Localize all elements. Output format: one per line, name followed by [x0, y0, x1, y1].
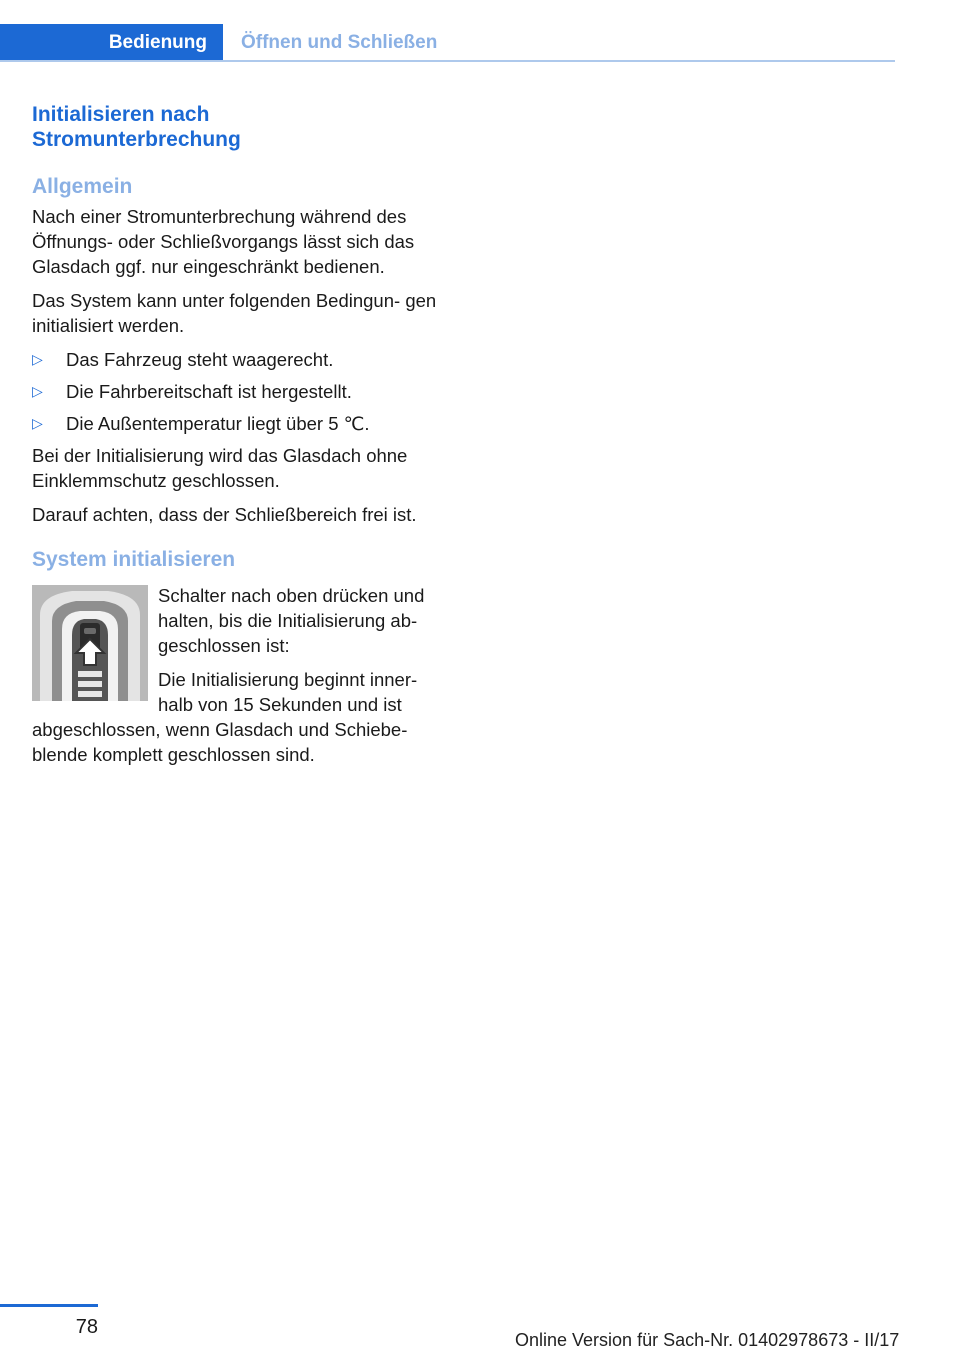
triangle-bullet-icon: ▷ [32, 383, 43, 399]
general-heading: Allgemein [32, 175, 133, 198]
paragraph: Bei der Initialisierung wird das Glasdach ohne Einklemmschutz geschlossen. [32, 445, 408, 491]
page-header [0, 0, 960, 66]
paragraph: Das System kann unter folgenden Bedingun‐ gen initialisiert werden. [32, 290, 437, 336]
paragraph: Nach einer Stromunterbrechung während des Öffnungs- oder Schließvorgangs lässt sich das Glasdach ggf. nur eingeschränkt bedienen. [32, 206, 415, 277]
conditions-list [32, 347, 452, 436]
paragraph: Schalter nach oben drücken und halten, bis die Initialisierung ab‐ geschlossen ist: [158, 585, 425, 656]
header-divider [0, 60, 895, 62]
list-item: ▷ Die Fahrbereitschaft ist hergestellt. [32, 381, 352, 402]
main-content [32, 102, 452, 776]
section-title: Initialisieren nach Stromunterbrechung [32, 103, 241, 151]
page-number: 78 [75, 1316, 98, 1338]
triangle-bullet-icon: ▷ [32, 415, 43, 431]
system-heading: System initialisieren [32, 548, 236, 571]
list-item: ▷ Das Fahrzeug steht waagerecht. [32, 349, 334, 370]
section-tab: Öffnen und Schließen [241, 32, 438, 53]
online-version-note: Online Version für Sach-Nr. 01402978673 - II/17 [515, 1330, 900, 1350]
sunroof-switch-illustration [32, 585, 148, 701]
paragraph: Die Initialisierung beginnt inner‐ halb von 15 Sekunden und ist abgeschlossen, wenn Glasdach und Schiebe‐ blende komplett geschlossen sind. [32, 669, 418, 765]
list-item: ▷ Die Außentemperatur liegt über 5 ℃. [32, 413, 370, 434]
footer-divider [0, 1304, 98, 1307]
chapter-tab: Bedienung [0, 24, 223, 62]
triangle-bullet-icon: ▷ [32, 351, 43, 367]
paragraph: Darauf achten, dass der Schließbereich frei ist. [32, 504, 417, 525]
